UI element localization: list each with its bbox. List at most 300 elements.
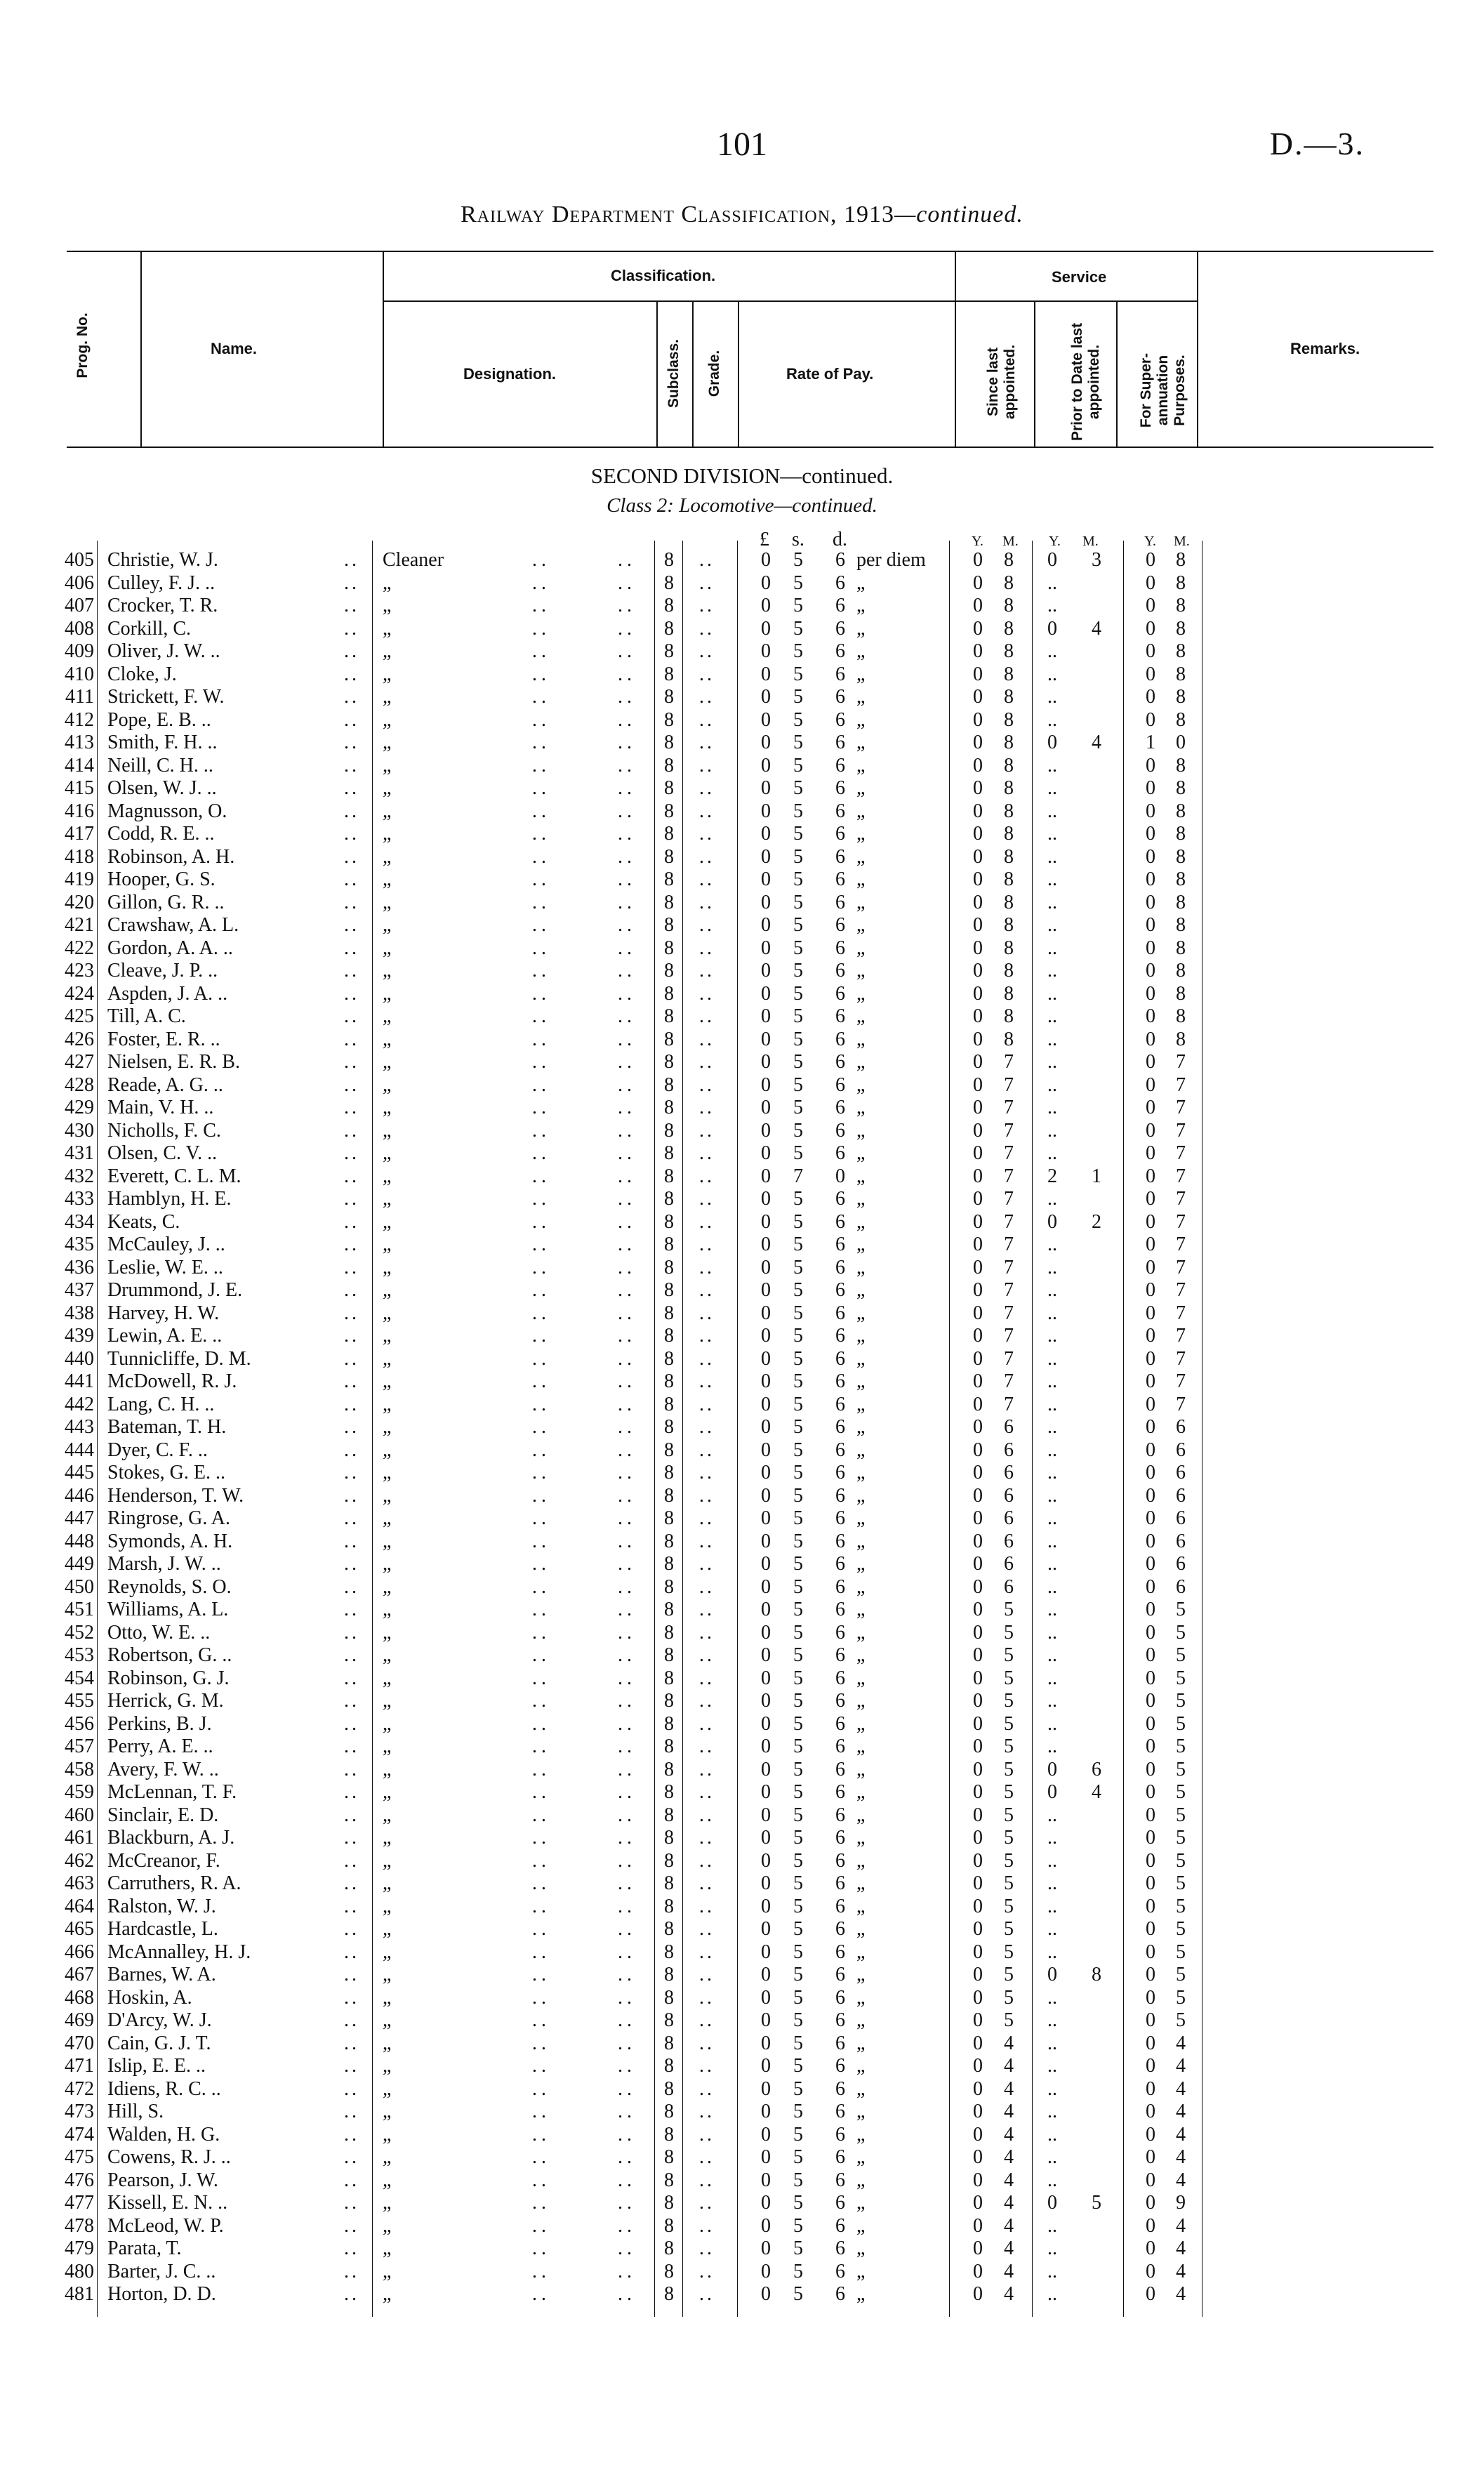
prog-no: 451 bbox=[65, 1599, 94, 1620]
leader-dots: .. bbox=[532, 1416, 550, 1438]
rate-shillings: 5 bbox=[793, 1964, 803, 1985]
rate-per: „ bbox=[856, 2192, 866, 2214]
rate-pounds: 0 bbox=[761, 2055, 771, 2077]
leader-dots: .. bbox=[618, 1097, 636, 1118]
page-title-main: Railway Department Classification, 1913 bbox=[461, 201, 895, 227]
super-months: 5 bbox=[1176, 1644, 1186, 1666]
since-years: 0 bbox=[973, 777, 983, 799]
leader-dots: .. bbox=[699, 2101, 715, 2122]
subclass: 8 bbox=[664, 617, 674, 640]
leader-dots: .. bbox=[618, 2146, 636, 2168]
prog-no: 470 bbox=[65, 2032, 94, 2054]
leader-dots: .. bbox=[618, 1599, 636, 1620]
subclass: 8 bbox=[664, 1005, 674, 1027]
super-years: 0 bbox=[1146, 1621, 1155, 1644]
prog-no: 431 bbox=[65, 1142, 94, 1164]
employee-name: Avery, F. W. .. bbox=[107, 1758, 219, 1780]
super-months: 6 bbox=[1176, 1484, 1186, 1507]
prog-no: 419 bbox=[65, 868, 94, 890]
table-row bbox=[0, 1507, 1484, 1531]
super-months: 4 bbox=[1176, 2146, 1186, 2168]
rate-pounds: 0 bbox=[761, 1119, 771, 1142]
leader-dots: .. bbox=[699, 2237, 715, 2259]
prog-no: 428 bbox=[65, 1073, 94, 1096]
subclass: 8 bbox=[664, 1370, 674, 1392]
rate-pence: 6 bbox=[835, 1188, 845, 1210]
prior-years: .. bbox=[1047, 595, 1057, 616]
designation: „ bbox=[383, 1575, 392, 1598]
prior-years: .. bbox=[1047, 1918, 1057, 1940]
rate-pounds: 0 bbox=[761, 1849, 771, 1872]
rate-shillings: 7 bbox=[793, 1165, 803, 1187]
rate-pounds: 0 bbox=[761, 1302, 771, 1324]
super-years: 0 bbox=[1146, 1484, 1155, 1507]
designation: „ bbox=[383, 617, 392, 640]
leader-dots: .. bbox=[344, 2077, 359, 2100]
prior-months: 8 bbox=[1092, 1964, 1101, 1985]
rate-per: „ bbox=[856, 2214, 866, 2237]
rate-per: „ bbox=[856, 1712, 866, 1735]
since-years: 0 bbox=[973, 2009, 983, 2031]
subclass: 8 bbox=[664, 2123, 674, 2146]
leader-dots: .. bbox=[344, 823, 359, 845]
rate-pounds: 0 bbox=[761, 1142, 771, 1164]
super-years: 0 bbox=[1146, 1712, 1155, 1735]
subclass: 8 bbox=[664, 1964, 674, 1985]
leader-dots: .. bbox=[532, 800, 550, 822]
designation: „ bbox=[383, 1370, 392, 1392]
rate-per: „ bbox=[856, 2032, 866, 2054]
leader-dots: .. bbox=[344, 2214, 359, 2237]
unit-shilling: s. bbox=[792, 529, 804, 550]
employee-name: Herrick, G. M. bbox=[107, 1690, 224, 1712]
employee-name: Walden, H. G. bbox=[107, 2123, 220, 2146]
rate-pounds: 0 bbox=[761, 1370, 771, 1392]
rate-per: „ bbox=[856, 2169, 866, 2191]
since-years: 0 bbox=[973, 663, 983, 685]
table-row bbox=[0, 663, 1484, 687]
rate-shillings: 5 bbox=[793, 1484, 803, 1507]
table-row bbox=[0, 2215, 1484, 2238]
leader-dots: .. bbox=[699, 1621, 715, 1644]
leader-dots: .. bbox=[344, 1256, 359, 1278]
subclass: 8 bbox=[664, 686, 674, 708]
prior-years: .. bbox=[1047, 1986, 1057, 2009]
leader-dots: .. bbox=[344, 1119, 359, 1142]
since-months: 5 bbox=[1004, 1712, 1014, 1735]
leader-dots: .. bbox=[344, 1347, 359, 1370]
leader-dots: .. bbox=[344, 1370, 359, 1392]
subclass: 8 bbox=[664, 1028, 674, 1050]
since-years: 0 bbox=[973, 686, 983, 708]
leader-dots: .. bbox=[618, 868, 636, 890]
leader-dots: .. bbox=[532, 1325, 550, 1347]
rate-shillings: 5 bbox=[793, 1370, 803, 1392]
prior-months: 1 bbox=[1092, 1165, 1101, 1187]
rate-pounds: 0 bbox=[761, 960, 771, 981]
prior-months: 3 bbox=[1092, 549, 1101, 571]
leader-dots: .. bbox=[532, 1119, 550, 1142]
since-years: 0 bbox=[973, 868, 983, 890]
subclass: 8 bbox=[664, 1234, 674, 1255]
rate-pounds: 0 bbox=[761, 1005, 771, 1027]
super-years: 0 bbox=[1146, 1781, 1155, 1803]
leader-dots: .. bbox=[532, 1188, 550, 1210]
rate-shillings: 5 bbox=[793, 777, 803, 799]
prog-no: 475 bbox=[65, 2146, 94, 2168]
rate-per: „ bbox=[856, 2009, 866, 2031]
table-row bbox=[0, 618, 1484, 641]
rate-shillings: 5 bbox=[793, 686, 803, 708]
prior-years: .. bbox=[1047, 1302, 1057, 1324]
subclass: 8 bbox=[664, 1781, 674, 1803]
table-row bbox=[0, 1097, 1484, 1120]
since-years: 0 bbox=[973, 1712, 983, 1735]
since-years: 0 bbox=[973, 2055, 983, 2077]
employee-name: Leslie, W. E. .. bbox=[107, 1256, 223, 1278]
since-years: 0 bbox=[973, 1986, 983, 2009]
rate-per: „ bbox=[856, 914, 866, 936]
since-years: 0 bbox=[973, 1302, 983, 1324]
super-months: 5 bbox=[1176, 2009, 1186, 2031]
prior-years: 0 bbox=[1047, 1964, 1057, 1985]
super-years: 0 bbox=[1146, 1347, 1155, 1370]
since-years: 0 bbox=[973, 1621, 983, 1644]
prior-years: .. bbox=[1047, 982, 1057, 1005]
since-months: 4 bbox=[1004, 2283, 1014, 2305]
super-months: 4 bbox=[1176, 2283, 1186, 2305]
since-years: 0 bbox=[973, 571, 983, 594]
rate-pounds: 0 bbox=[761, 982, 771, 1005]
rate-pounds: 0 bbox=[761, 2283, 771, 2305]
since-months: 6 bbox=[1004, 1462, 1014, 1483]
designation: „ bbox=[383, 845, 392, 868]
prior-years: 0 bbox=[1047, 1758, 1057, 1780]
rate-pence: 6 bbox=[835, 800, 845, 822]
super-months: 5 bbox=[1176, 1804, 1186, 1826]
leader-dots: .. bbox=[532, 1005, 550, 1027]
leader-dots: .. bbox=[344, 595, 359, 616]
rate-shillings: 5 bbox=[793, 1416, 803, 1438]
employee-name: McLeod, W. P. bbox=[107, 2214, 224, 2237]
designation: „ bbox=[383, 1347, 392, 1370]
super-years: 0 bbox=[1146, 2283, 1155, 2305]
rate-shillings: 5 bbox=[793, 1736, 803, 1757]
rate-pounds: 0 bbox=[761, 1530, 771, 1552]
super-months: 7 bbox=[1176, 1279, 1186, 1301]
employee-name: Parata, T. bbox=[107, 2237, 182, 2259]
rate-per: „ bbox=[856, 960, 866, 981]
designation: „ bbox=[383, 1553, 392, 1575]
leader-dots: .. bbox=[699, 777, 715, 799]
designation: „ bbox=[383, 1712, 392, 1735]
super-months: 4 bbox=[1176, 2055, 1186, 2077]
prog-no: 458 bbox=[65, 1758, 94, 1780]
leader-dots: .. bbox=[532, 1986, 550, 2009]
employee-name: Nielsen, E. R. B. bbox=[107, 1051, 240, 1073]
super-years: 0 bbox=[1146, 2101, 1155, 2122]
leader-dots: .. bbox=[699, 1507, 715, 1529]
rate-pounds: 0 bbox=[761, 1439, 771, 1461]
leader-dots: .. bbox=[699, 1325, 715, 1347]
employee-name: Magnusson, O. bbox=[107, 800, 227, 822]
subclass: 8 bbox=[664, 1439, 674, 1461]
leader-dots: .. bbox=[699, 1736, 715, 1757]
since-years: 0 bbox=[973, 2214, 983, 2237]
designation: „ bbox=[383, 2123, 392, 2146]
rate-shillings: 5 bbox=[793, 2146, 803, 2168]
super-years: 0 bbox=[1146, 1302, 1155, 1324]
rate-per: „ bbox=[856, 1439, 866, 1461]
page-number: 101 bbox=[717, 126, 767, 163]
since-years: 0 bbox=[973, 2283, 983, 2305]
designation: „ bbox=[383, 708, 392, 731]
leader-dots: .. bbox=[699, 823, 715, 845]
super-years: 0 bbox=[1146, 1872, 1155, 1894]
rate-pounds: 0 bbox=[761, 2032, 771, 2054]
page-code: D.—3. bbox=[1269, 126, 1365, 161]
prior-years: .. bbox=[1047, 663, 1057, 685]
rate-pence: 6 bbox=[835, 960, 845, 981]
leader-dots: .. bbox=[532, 1393, 550, 1415]
leader-dots: .. bbox=[699, 868, 715, 890]
super-months: 8 bbox=[1176, 868, 1186, 890]
prog-no: 467 bbox=[65, 1964, 94, 1985]
leader-dots: .. bbox=[532, 1849, 550, 1872]
super-months: 7 bbox=[1176, 1347, 1186, 1370]
super-months: 8 bbox=[1176, 960, 1186, 981]
leader-dots: .. bbox=[618, 1644, 636, 1666]
prior-years: .. bbox=[1047, 823, 1057, 845]
since-years: 0 bbox=[973, 1781, 983, 1803]
leader-dots: .. bbox=[532, 686, 550, 708]
super-years: 0 bbox=[1146, 2237, 1155, 2259]
leader-dots: .. bbox=[618, 1370, 636, 1392]
rate-pence: 6 bbox=[835, 2032, 845, 2054]
leader-dots: .. bbox=[532, 1667, 550, 1689]
leader-dots: .. bbox=[532, 1599, 550, 1620]
super-months: 7 bbox=[1176, 1325, 1186, 1347]
since-months: 7 bbox=[1004, 1073, 1014, 1096]
leader-dots: .. bbox=[344, 1667, 359, 1689]
leader-dots: .. bbox=[532, 823, 550, 845]
leader-dots: .. bbox=[532, 1758, 550, 1780]
since-years: 0 bbox=[973, 1028, 983, 1050]
prior-years: .. bbox=[1047, 1667, 1057, 1689]
leader-dots: .. bbox=[532, 1964, 550, 1985]
prog-no: 479 bbox=[65, 2237, 94, 2259]
designation: „ bbox=[383, 2214, 392, 2237]
super-months: 5 bbox=[1176, 1667, 1186, 1689]
leader-dots: .. bbox=[618, 754, 636, 776]
leader-dots: .. bbox=[532, 549, 550, 571]
prior-years: .. bbox=[1047, 1484, 1057, 1507]
since-months: 7 bbox=[1004, 1097, 1014, 1118]
rate-per: „ bbox=[856, 617, 866, 640]
since-months: 7 bbox=[1004, 1325, 1014, 1347]
super-months: 7 bbox=[1176, 1256, 1186, 1278]
leader-dots: .. bbox=[532, 1302, 550, 1324]
leader-dots: .. bbox=[344, 2101, 359, 2122]
leader-dots: .. bbox=[532, 595, 550, 616]
super-years: 0 bbox=[1146, 1073, 1155, 1096]
since-years: 0 bbox=[973, 1097, 983, 1118]
subclass: 8 bbox=[664, 2077, 674, 2100]
prior-years: .. bbox=[1047, 1827, 1057, 1849]
employee-name: D'Arcy, W. J. bbox=[107, 2009, 212, 2031]
prog-no: 478 bbox=[65, 2214, 94, 2237]
rate-shillings: 5 bbox=[793, 708, 803, 731]
employee-name: Till, A. C. bbox=[107, 1005, 186, 1027]
rate-pence: 6 bbox=[835, 2237, 845, 2259]
rate-per: „ bbox=[856, 1644, 866, 1666]
prior-years: .. bbox=[1047, 640, 1057, 662]
since-months: 7 bbox=[1004, 1370, 1014, 1392]
leader-dots: .. bbox=[699, 1918, 715, 1940]
rate-pence: 6 bbox=[835, 1849, 845, 1872]
employee-name: Aspden, J. A. .. bbox=[107, 982, 228, 1005]
header-remarks: Remarks. bbox=[1290, 340, 1360, 357]
leader-dots: .. bbox=[618, 1667, 636, 1689]
leader-dots: .. bbox=[618, 1416, 636, 1438]
table-row bbox=[0, 1120, 1484, 1143]
leader-dots: .. bbox=[699, 1028, 715, 1050]
rate-pounds: 0 bbox=[761, 1210, 771, 1233]
leader-dots: .. bbox=[618, 2101, 636, 2122]
super-months: 5 bbox=[1176, 1986, 1186, 2009]
super-years: 0 bbox=[1146, 1530, 1155, 1552]
since-years: 0 bbox=[973, 2260, 983, 2282]
super-months: 7 bbox=[1176, 1097, 1186, 1118]
super-months: 4 bbox=[1176, 2237, 1186, 2259]
leader-dots: .. bbox=[618, 1439, 636, 1461]
super-years: 0 bbox=[1146, 1644, 1155, 1666]
prog-no: 472 bbox=[65, 2077, 94, 2100]
prior-years: 0 bbox=[1047, 1781, 1057, 1803]
subclass: 8 bbox=[664, 1142, 674, 1164]
super-years: 0 bbox=[1146, 982, 1155, 1005]
rate-per: „ bbox=[856, 2077, 866, 2100]
leader-dots: .. bbox=[344, 1964, 359, 1985]
leader-dots: .. bbox=[532, 2283, 550, 2305]
rate-pence: 6 bbox=[835, 2214, 845, 2237]
subclass: 8 bbox=[664, 1849, 674, 1872]
super-months: 4 bbox=[1176, 2260, 1186, 2282]
leader-dots: .. bbox=[532, 571, 550, 594]
rate-per: „ bbox=[856, 571, 866, 594]
prog-no: 448 bbox=[65, 1530, 94, 1552]
leader-dots: .. bbox=[344, 1895, 359, 1917]
rate-pence: 6 bbox=[835, 891, 845, 913]
leader-dots: .. bbox=[344, 708, 359, 731]
super-months: 5 bbox=[1176, 1941, 1186, 1963]
rate-pence: 6 bbox=[835, 617, 845, 640]
super-months: 8 bbox=[1176, 640, 1186, 662]
leader-dots: .. bbox=[618, 2032, 636, 2054]
leader-dots: .. bbox=[618, 2123, 636, 2146]
subclass: 8 bbox=[664, 868, 674, 890]
leader-dots: .. bbox=[532, 777, 550, 799]
leader-dots: .. bbox=[532, 1781, 550, 1803]
leader-dots: .. bbox=[618, 1781, 636, 1803]
subclass: 8 bbox=[664, 914, 674, 936]
since-years: 0 bbox=[973, 845, 983, 868]
prior-years: .. bbox=[1047, 1073, 1057, 1096]
rate-pence: 6 bbox=[835, 1462, 845, 1483]
since-months: 7 bbox=[1004, 1165, 1014, 1187]
rate-pounds: 0 bbox=[761, 1621, 771, 1644]
super-years: 0 bbox=[1146, 754, 1155, 776]
employee-name: Culley, F. J. .. bbox=[107, 571, 216, 594]
rate-pence: 6 bbox=[835, 1941, 845, 1963]
table-row bbox=[0, 868, 1484, 892]
since-months: 8 bbox=[1004, 686, 1014, 708]
subclass: 8 bbox=[664, 1918, 674, 1940]
since-years: 0 bbox=[973, 754, 983, 776]
header-prog-no: Prog. No. bbox=[74, 312, 91, 378]
designation: „ bbox=[383, 686, 392, 708]
rate-shillings: 5 bbox=[793, 2260, 803, 2282]
rate-per: „ bbox=[856, 1484, 866, 1507]
since-years: 0 bbox=[973, 640, 983, 662]
rate-per: „ bbox=[856, 1073, 866, 1096]
employee-name: Symonds, A. H. bbox=[107, 1530, 233, 1552]
rate-per: „ bbox=[856, 754, 866, 776]
subclass: 8 bbox=[664, 1667, 674, 1689]
since-months: 4 bbox=[1004, 2077, 1014, 2100]
since-months: 8 bbox=[1004, 982, 1014, 1005]
rate-pence: 6 bbox=[835, 686, 845, 708]
table-row bbox=[0, 1804, 1484, 1827]
table-row bbox=[0, 1736, 1484, 1759]
designation: „ bbox=[383, 571, 392, 594]
super-months: 8 bbox=[1176, 891, 1186, 913]
leader-dots: .. bbox=[699, 1234, 715, 1255]
employee-name: McCauley, J. .. bbox=[107, 1234, 225, 1255]
since-months: 6 bbox=[1004, 1507, 1014, 1529]
rate-pounds: 0 bbox=[761, 732, 771, 753]
prog-no: 445 bbox=[65, 1462, 94, 1483]
since-years: 0 bbox=[973, 1575, 983, 1598]
leader-dots: .. bbox=[618, 2260, 636, 2282]
rate-pence: 6 bbox=[835, 1073, 845, 1096]
rate-pence: 6 bbox=[835, 2101, 845, 2122]
rate-per: „ bbox=[856, 686, 866, 708]
rate-pounds: 0 bbox=[761, 1964, 771, 1985]
leader-dots: .. bbox=[618, 2077, 636, 2100]
employee-name: Blackburn, A. J. bbox=[107, 1827, 235, 1849]
since-years: 0 bbox=[973, 823, 983, 845]
leader-dots: .. bbox=[699, 1210, 715, 1233]
service-rule bbox=[955, 300, 1197, 302]
leader-dots: .. bbox=[699, 1872, 715, 1894]
leader-dots: .. bbox=[699, 2055, 715, 2077]
leader-dots: .. bbox=[618, 686, 636, 708]
unit-pound: £ bbox=[760, 529, 769, 550]
super-years: 0 bbox=[1146, 1553, 1155, 1575]
leader-dots: .. bbox=[699, 663, 715, 685]
designation: „ bbox=[383, 1599, 392, 1620]
subclass: 8 bbox=[664, 1827, 674, 1849]
subclass: 8 bbox=[664, 823, 674, 845]
rate-per: „ bbox=[856, 1964, 866, 1985]
super-months: 4 bbox=[1176, 2214, 1186, 2237]
since-years: 0 bbox=[973, 1119, 983, 1142]
employee-name: McDowell, R. J. bbox=[107, 1370, 237, 1392]
table-row bbox=[0, 1005, 1484, 1029]
super-months: 4 bbox=[1176, 2077, 1186, 2100]
employee-name: Gillon, G. R. .. bbox=[107, 891, 225, 913]
